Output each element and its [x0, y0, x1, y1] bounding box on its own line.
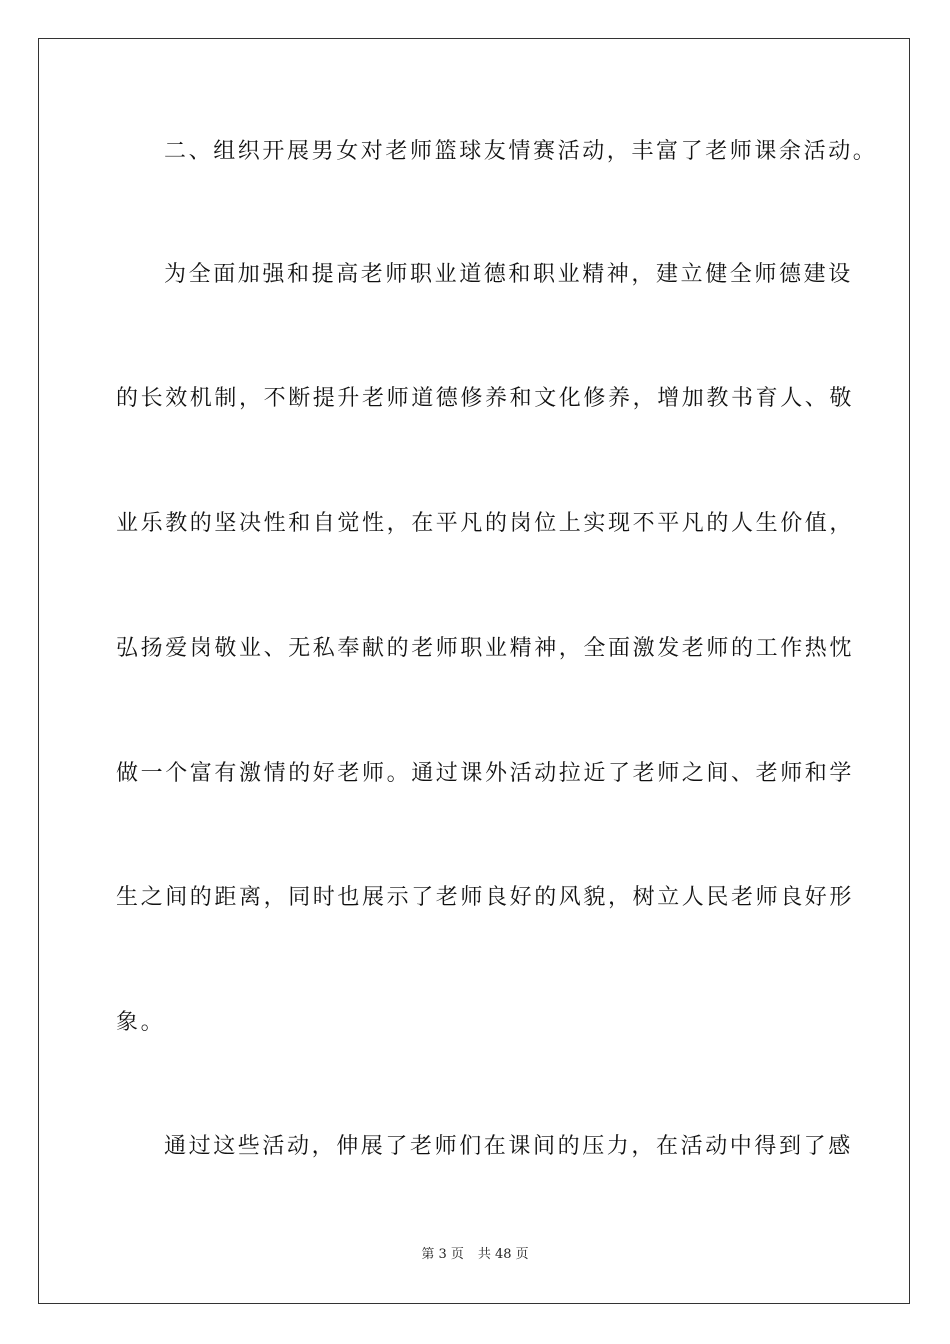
page-number: 第 3 页: [421, 1247, 464, 1262]
paragraph-2-line-2: 的长效机制，不断提升老师道德修养和文化修养，增加教书育人、敬: [116, 386, 855, 411]
paragraph-2-line-4: 弘扬爱岗敬业、无私奉献的老师职业精神，全面激发老师的工作热忱: [116, 636, 855, 661]
paragraph-2-line-1: 为全面加强和提高老师职业道德和职业精神，建立健全师德建设: [164, 262, 853, 287]
paragraph-2-line-7: 象。: [116, 1010, 166, 1035]
paragraph-2-line-3: 业乐教的坚决性和自觉性，在平凡的岗位上实现不平凡的人生价值，: [116, 511, 855, 536]
page-total: 共 48 页: [477, 1247, 529, 1262]
paragraph-2-line-6: 生之间的距离，同时也展示了老师良好的风貌，树立人民老师良好形: [116, 885, 855, 910]
page-border: [38, 38, 910, 1304]
paragraph-1-line-1: 二、组织开展男女对老师篮球友情赛活动，丰富了老师课余活动。: [164, 139, 878, 164]
page-footer: [0, 1246, 950, 1264]
paragraph-3-line-1: 通过这些活动，伸展了老师们在课间的压力，在活动中得到了感: [164, 1134, 853, 1159]
paragraph-2-line-5: 做一个富有激情的好老师。通过课外活动拉近了老师之间、老师和学: [116, 761, 855, 786]
